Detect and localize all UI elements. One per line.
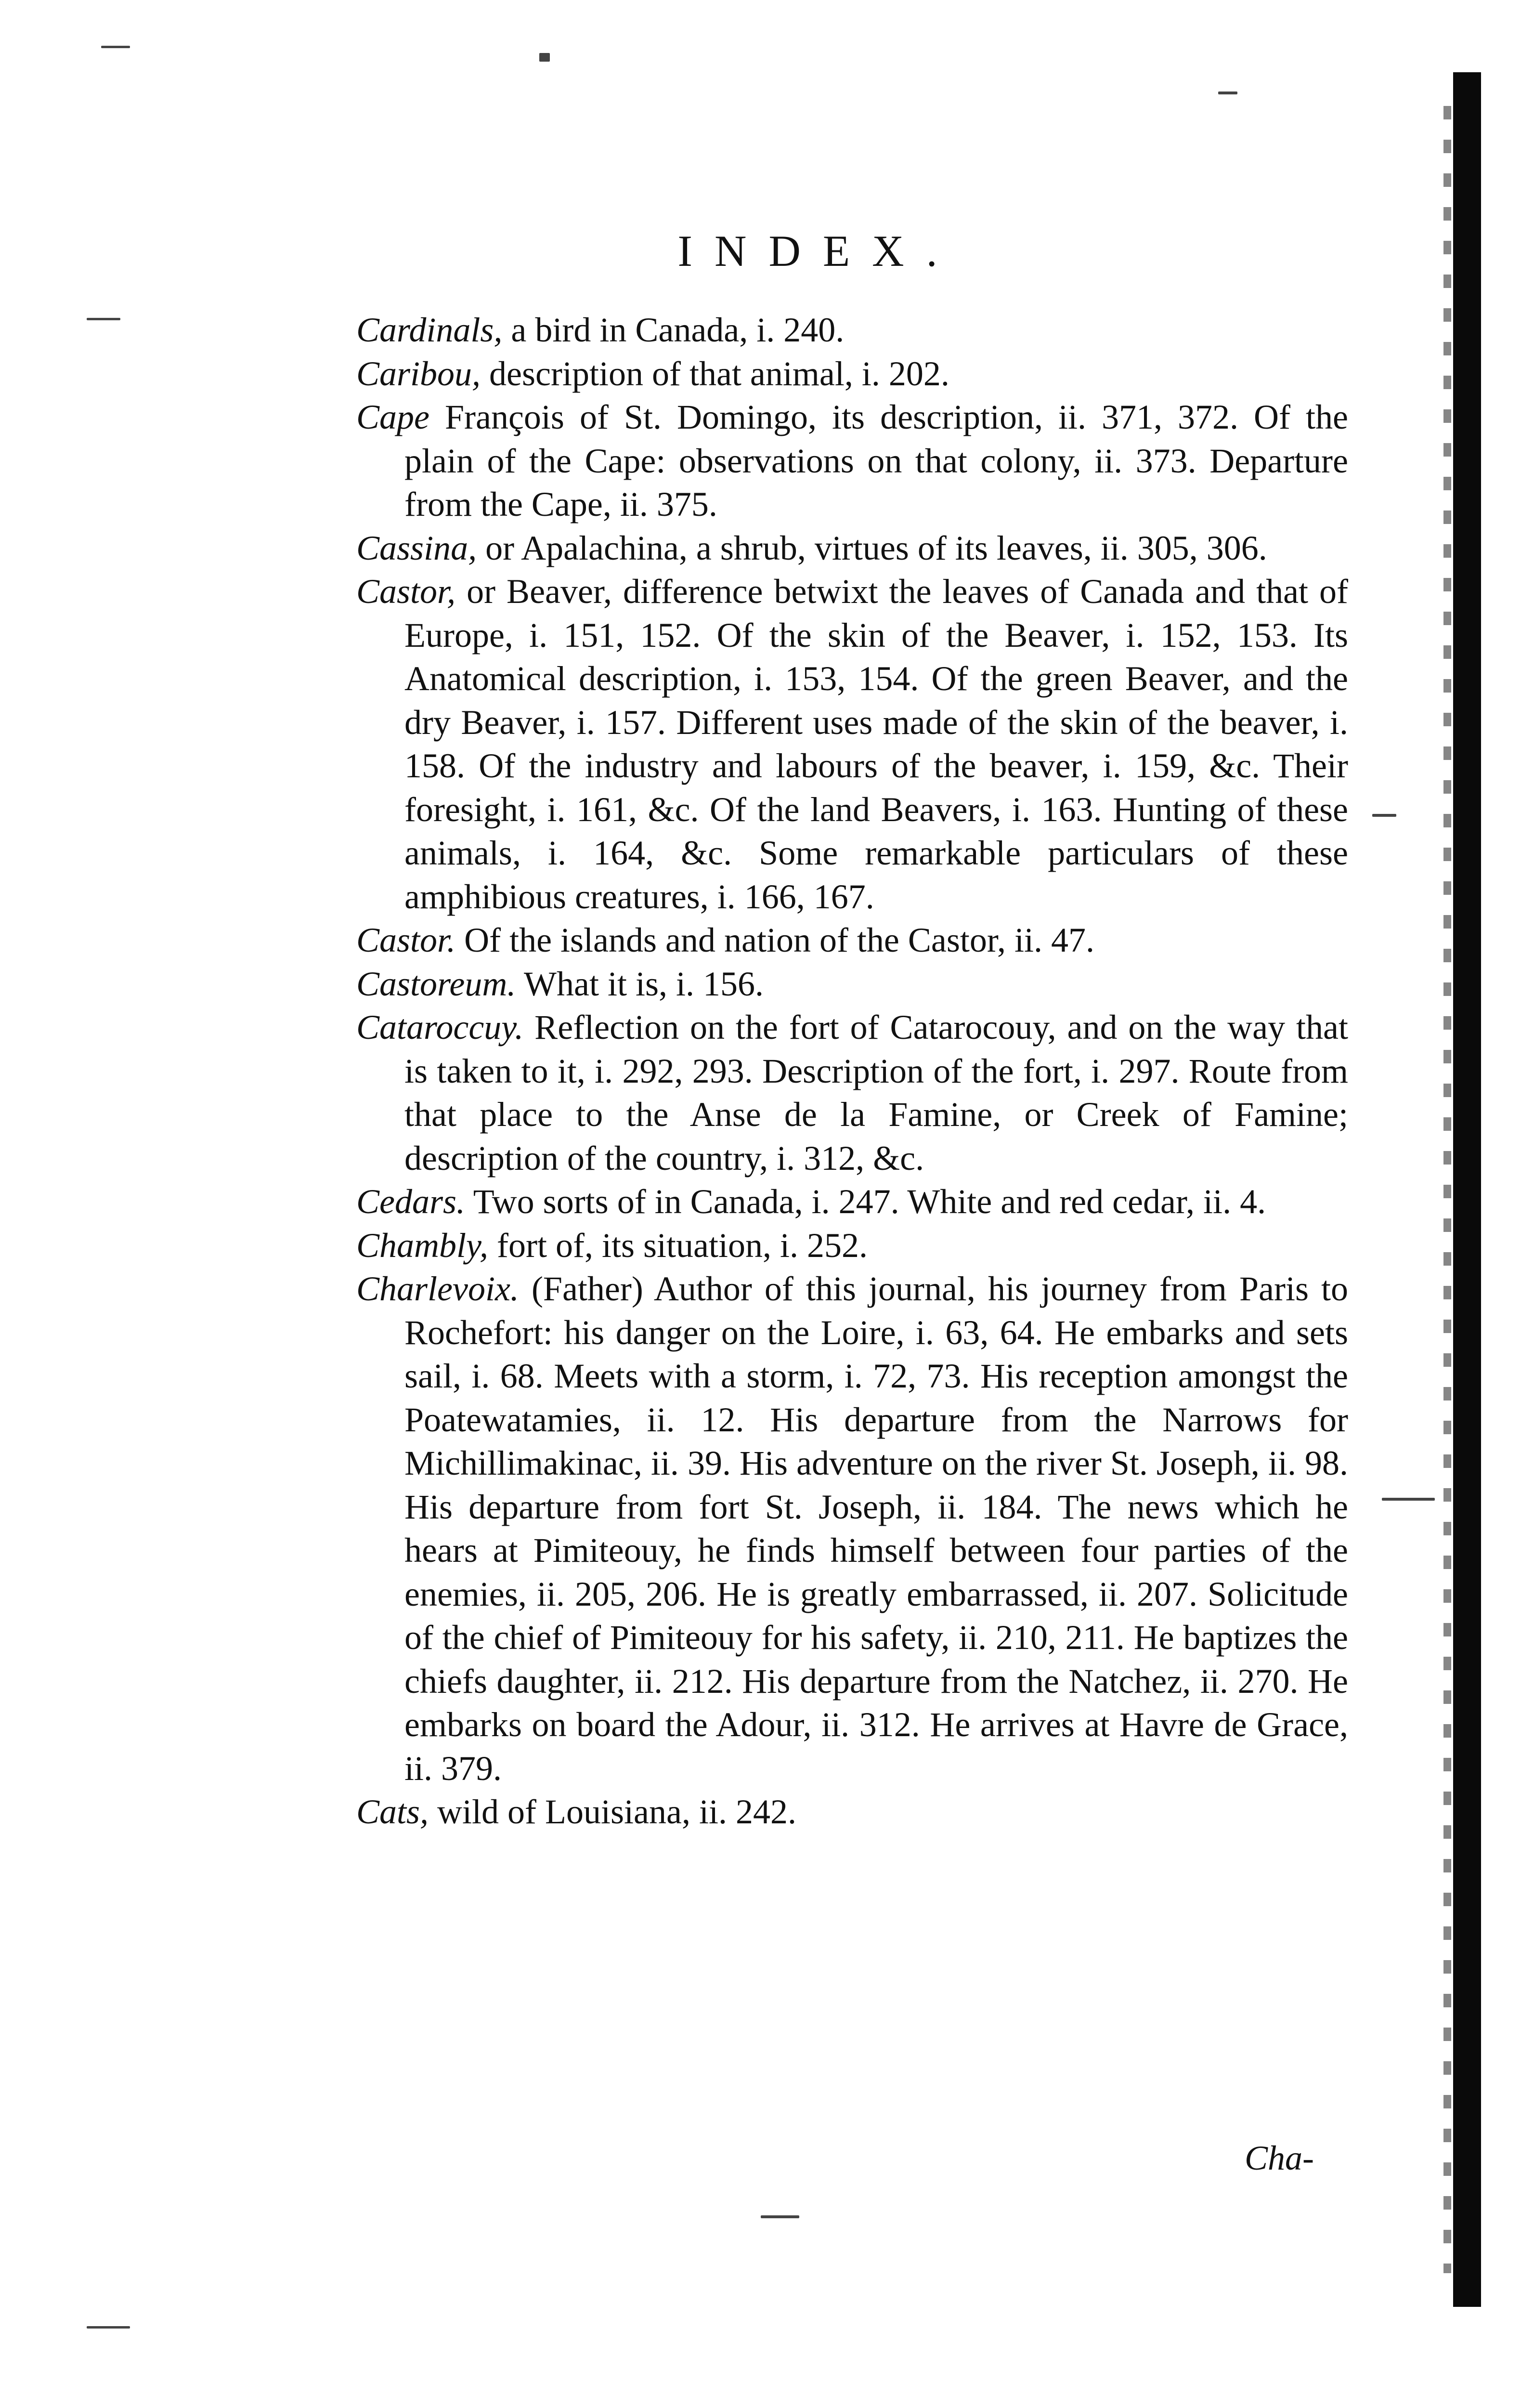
- entry-headword: Cardinals,: [356, 311, 503, 349]
- scan-speck: [539, 53, 550, 62]
- page-gutter-shadow: [1443, 106, 1451, 2273]
- index-entry: [356, 1267, 1348, 1790]
- scan-speck: [101, 46, 130, 48]
- index-entry: [356, 526, 1348, 570]
- entry-text: or Beaver, difference betwixt the leaves of Canada and that of Europe, i. 151, 152. Of the skin of the Beaver, i. 152, 153. Its Anatomical description, i. 153, 154. Of the green Beaver, and the dry Beaver, i. 157. Different uses made of the skin of the beaver, i. 158. Of the industry and labours of the beaver, i. 159, &c. Their foresight, i. 161, &c. Of the land Beavers, i. 163. Hunting of these animals, i. 164, &c. Some remarkable particulars of these amphibious creatures, i. 166, 167.: [404, 572, 1348, 916]
- index-entry: [356, 1006, 1348, 1180]
- entry-text: fort of, its situation, i. 252.: [488, 1226, 868, 1265]
- entry-headword: Cedars.: [356, 1182, 466, 1221]
- scan-speck: [1218, 92, 1237, 94]
- entry-text: or Apalachina, a shrub, virtues of its leaves, ii. 305, 306.: [477, 528, 1267, 567]
- index-entry: [356, 918, 1348, 962]
- index-entries: [356, 308, 1348, 1834]
- scan-speck: [87, 318, 120, 320]
- entry-headword: Cats,: [356, 1793, 429, 1831]
- entry-headword: Castoreum.: [356, 964, 516, 1003]
- entry-headword: Chambly,: [356, 1226, 489, 1265]
- index-entry: [356, 395, 1348, 526]
- entry-text: description of that animal, i. 202.: [481, 354, 949, 393]
- entry-text: wild of Louisiana, ii. 242.: [429, 1793, 796, 1831]
- index-entry: [356, 1180, 1348, 1224]
- scan-speck: [761, 2215, 799, 2218]
- entry-text: Two sorts of in Canada, i. 247. White and red cedar, ii. 4.: [465, 1182, 1266, 1221]
- entry-headword: Charlevoix.: [356, 1269, 519, 1308]
- scan-speck: [1372, 814, 1396, 817]
- index-entry: [356, 1790, 1348, 1834]
- entry-text: (Father) Author of this journal, his journey from Paris to Rochefort: his danger on the Loire, i. 63, 64. He embarks and sets sail, i. 68. Meets with a storm, i. 72, 73. His reception amongst the Poatewatamies, ii. 12. His departure from the Narrows for Michillimakinac, ii. 39. His adventure on the river St. Joseph, ii. 98. His departure from fort St. Joseph, ii. 184. The news which he hears at Pimiteouy, he finds himself between four parties of the enemies, ii. 205, 206. He is greatly embarrassed, ii. 207. Solicitude of the chief of Pimiteouy for his safety, ii. 210, 211. He baptizes the chiefs daughter, ii. 212. His departure from the Natchez, ii. 270. He embarks on board the Adour, ii. 312. He arrives at Havre de Grace, ii. 379.: [404, 1269, 1348, 1788]
- entry-headword: Cataroccuy.: [356, 1008, 524, 1047]
- index-entry: [356, 308, 1348, 352]
- entry-headword: Castor.: [356, 921, 456, 959]
- scan-speck: [1382, 1498, 1435, 1501]
- index-entry: [356, 352, 1348, 396]
- index-entry: [356, 570, 1348, 918]
- entry-headword: Cape: [356, 398, 429, 436]
- entry-text: What it is, i. 156.: [516, 964, 764, 1003]
- book-spine-edge: [1453, 72, 1481, 2307]
- entry-text: a bird in Canada, i. 240.: [502, 311, 845, 349]
- entry-headword: Castor,: [356, 572, 456, 611]
- index-entry: [356, 962, 1348, 1006]
- entry-headword: Cassina,: [356, 528, 477, 567]
- entry-text: Reflection on the fort of Catarocouy, and on the way that is taken to it, i. 292, 293. Description of the fort, i. 297. Route from that place to the Anse de la Famine, or Creek of Famine; description of the country, i. 312, &c.: [404, 1008, 1348, 1178]
- index-entry: [356, 1224, 1348, 1268]
- running-head: INDEX.: [677, 226, 960, 275]
- catchword: Cha-: [1245, 2139, 1314, 2177]
- entry-text: Of the islands and nation of the Castor, ii. 47.: [455, 921, 1094, 959]
- scan-speck: [87, 2326, 130, 2329]
- entry-text: François of St. Domingo, its description, ii. 371, 372. Of the plain of the Cape: observations on that colony, ii. 373. Departure from the Cape, ii. 375.: [404, 398, 1348, 523]
- entry-headword: Caribou,: [356, 354, 481, 393]
